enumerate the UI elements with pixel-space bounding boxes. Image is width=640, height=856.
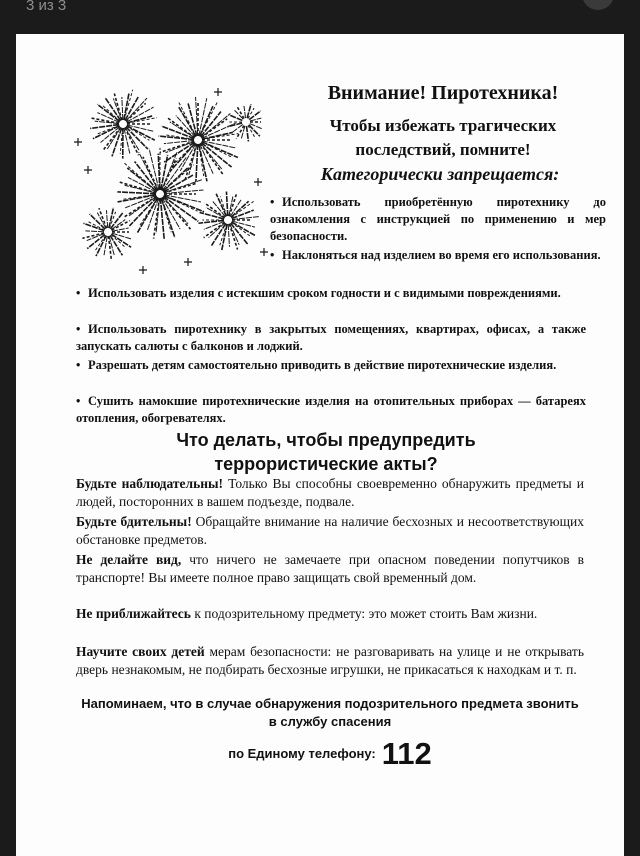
advice-paragraph: Будьте наблюдательны! Только Вы способны своевременно обнаружить предметы и людей, посторонних в вашем подъезде, подвале.	[76, 476, 584, 509]
banned-heading: Категорически запрещается:	[320, 164, 560, 184]
advice-paragraph: Научите своих детей мерам безопасности: не разговаривать на улице и не открывать дверь незнакомым, не подбирать бесхозные игрушки, не прикасаться к находкам и т. п.	[76, 644, 584, 677]
advice-paragraph: Будьте бдительны! Обращайте внимание на наличие бесхозных и несоответствующих обстановке предметов.	[76, 514, 584, 547]
sparkle-mark	[184, 258, 192, 266]
rule-item: • Наклоняться над изделием во время его использования.	[270, 248, 601, 262]
advice-paragraph: Не приближайтесь к подозрительному предмету: это может стоить Вам жизни.	[76, 606, 538, 621]
firework-burst	[82, 207, 131, 259]
sparkle-mark	[260, 248, 268, 256]
reminder-text: Напоминаем, что в случае обнаружения подозрительного предмета звонить в службу спасения	[81, 696, 579, 729]
viewer-toolbar	[0, 0, 640, 18]
rule-item: • Сушить намокшие пиротехнические изделия на отопительных приборах — батареях отопления, обогревателях.	[76, 394, 586, 425]
firework-burst	[198, 192, 259, 251]
page-counter: 3 из 3	[26, 0, 67, 14]
sparkle-mark	[139, 266, 147, 274]
firework-burst	[90, 90, 157, 159]
sparkle-mark	[74, 138, 82, 146]
sparkle-mark	[254, 178, 262, 186]
page-subtitle: Чтобы избежать трагических последствий, помните!	[329, 116, 557, 159]
phone-label: по Единому телефону:	[228, 746, 376, 761]
sparkle-mark	[84, 166, 92, 174]
rule-item: • Использовать приобретённую пиротехнику до ознакомления с инструкцией по применению и мер безопасности.	[270, 195, 606, 243]
document-page	[16, 34, 624, 856]
emergency-phone-number: 112	[381, 736, 432, 771]
phone-line	[76, 736, 584, 772]
rule-item: • Разрешать детям самостоятельно приводить в действие пиротехнические изделия.	[76, 358, 557, 372]
firework-burst	[227, 104, 262, 141]
page-title: Внимание! Пиротехника!	[327, 82, 559, 104]
firework-burst	[117, 148, 204, 239]
rule-item: • Использовать изделия с истекшим сроком годности и с видимыми повреждениями.	[76, 286, 561, 300]
fireworks-illustration	[68, 82, 268, 282]
rule-item: • Использовать пиротехнику в закрытых помещениях, квартирах, офисах, а также запускать салюты с балконов и лоджий.	[76, 322, 586, 353]
sparkle-mark	[214, 88, 222, 96]
advice-paragraph: Не делайте вид, что ничего не замечаете при опасном поведении попутчиков в транспорте! Вы имеете полное право защищать свой временный дом.	[76, 552, 584, 585]
terror-heading: Что делать, чтобы предупредить террористические акты?	[176, 430, 476, 474]
viewer-menu-button[interactable]	[582, 0, 614, 10]
